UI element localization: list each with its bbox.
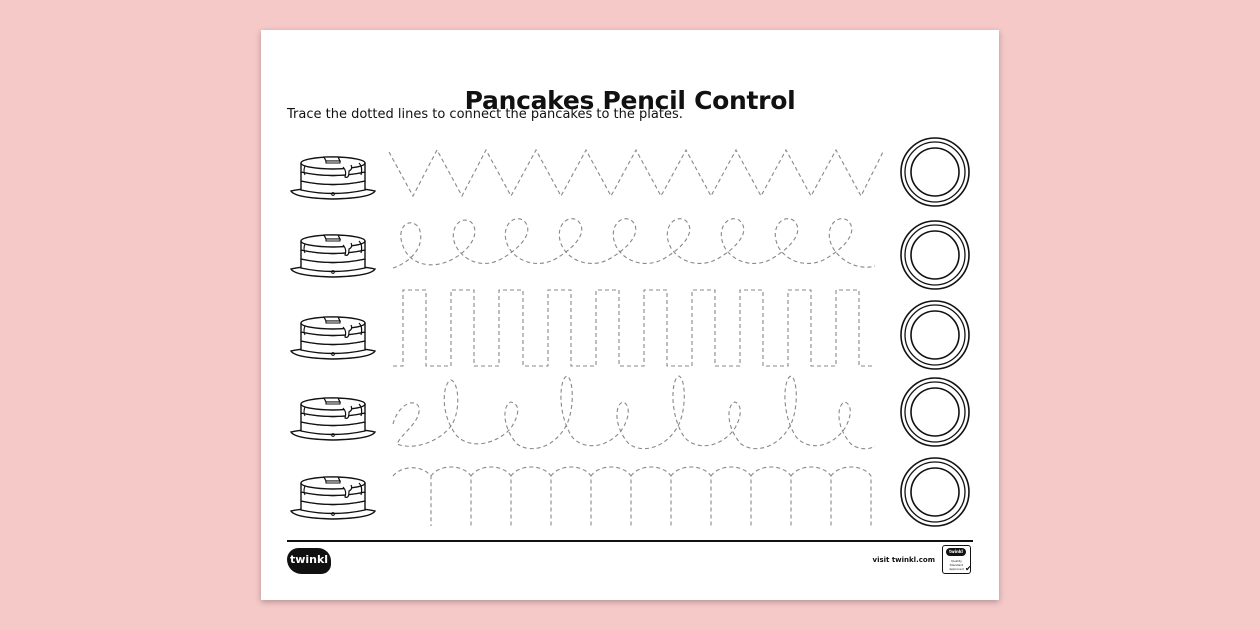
- worksheet-page: [261, 30, 999, 600]
- pancake-stack-icon: [291, 477, 375, 519]
- trace-path-arches[interactable]: [393, 467, 871, 526]
- badge-line-2: Approved: [949, 567, 964, 571]
- badge-brand: twinkl: [949, 549, 963, 554]
- footer-divider: [287, 540, 973, 542]
- plate-icon: [901, 301, 969, 369]
- trace-path-zigzag[interactable]: [389, 150, 883, 196]
- plate-icon: [901, 138, 969, 206]
- badge-line-1: Quality Standard: [949, 559, 964, 567]
- plate-icon: [901, 458, 969, 526]
- pancake-stack-icon: [291, 317, 375, 359]
- trace-path-square-wave[interactable]: [393, 290, 873, 366]
- pancake-stack-icon: [291, 235, 375, 277]
- worksheet-title: Pancakes Pencil Control: [464, 86, 796, 115]
- tracing-area: [261, 30, 999, 600]
- plate-icon: [901, 221, 969, 289]
- trace-path-loops[interactable]: [393, 219, 875, 268]
- quality-badge: [942, 545, 971, 574]
- trace-path-alternating-loops[interactable]: [393, 376, 875, 449]
- badge-header: [946, 548, 966, 556]
- visit-link[interactable]: visit twinkl.com: [872, 556, 935, 564]
- plate-icon: [901, 378, 969, 446]
- logo-text: twinkl: [289, 553, 329, 566]
- check-icon: ✔: [965, 564, 972, 573]
- pancake-stack-icon: [291, 398, 375, 440]
- instructions-text: Trace the dotted lines to connect the pancakes to the plates.: [287, 107, 683, 122]
- twinkl-logo[interactable]: [287, 548, 331, 574]
- pancake-stack-icon: [291, 157, 375, 199]
